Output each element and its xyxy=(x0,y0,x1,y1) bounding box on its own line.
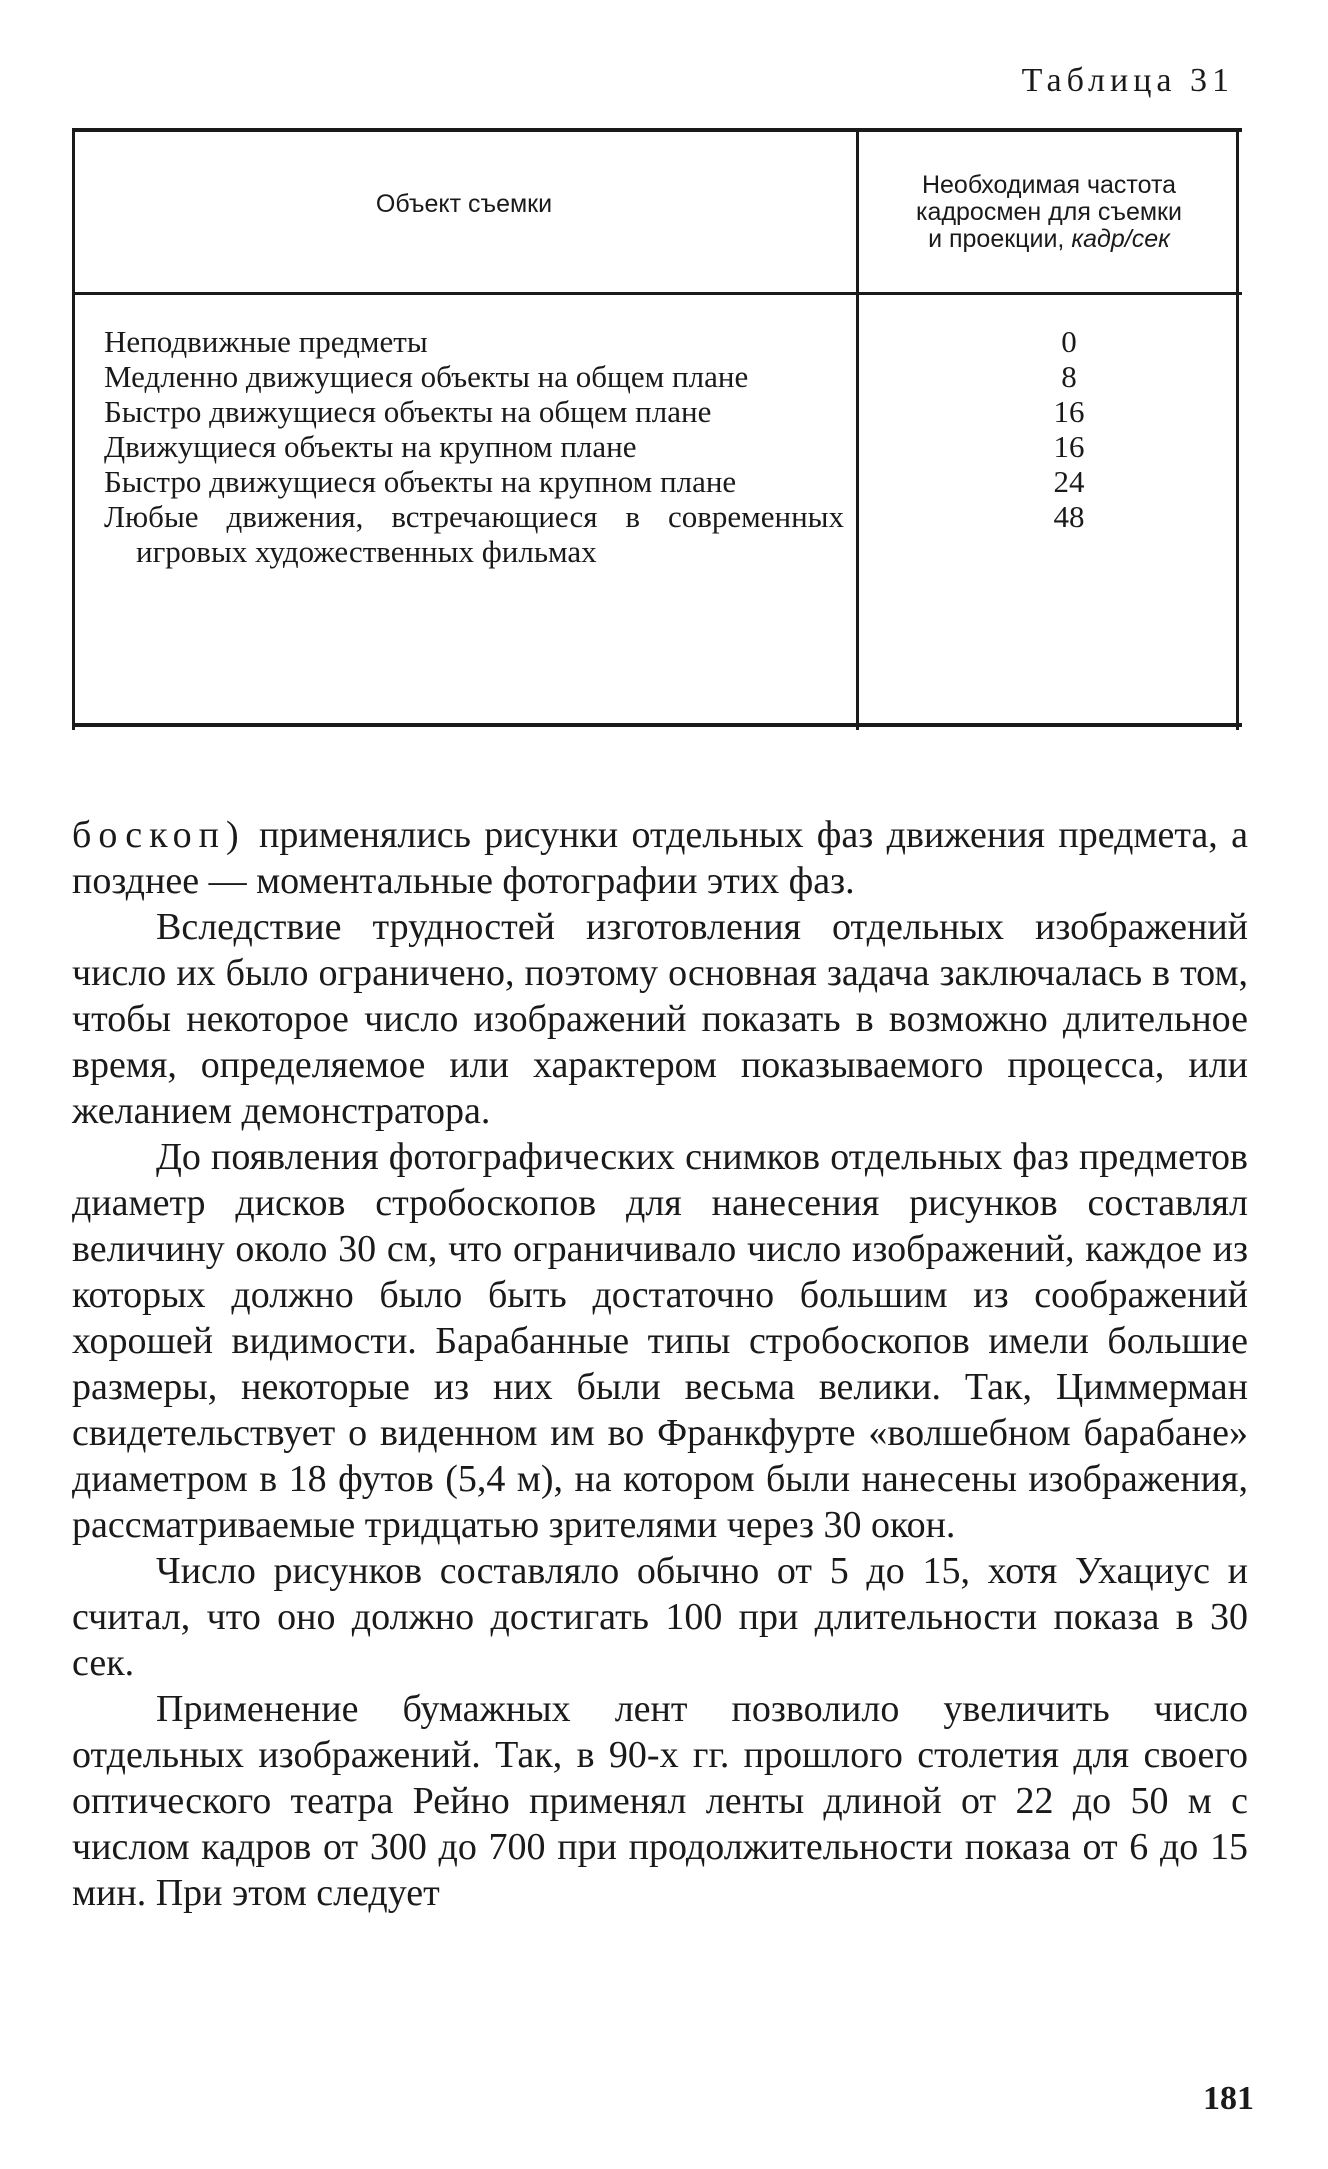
row-frame-rate: 8 xyxy=(1061,359,1077,394)
row-frame-rate: 16 xyxy=(1053,394,1085,429)
header-object: Объект съемки xyxy=(375,190,553,218)
row-object: Быстро движущиеся объекты на крупном плане xyxy=(104,464,737,499)
row-frame-rate: 16 xyxy=(1053,429,1085,464)
page-number: 181 xyxy=(1203,2080,1254,2117)
row-object: Быстро движущиеся объекты на общем плане xyxy=(104,394,712,429)
table-header-rule xyxy=(72,292,1242,295)
row-frame-rate: 0 xyxy=(1061,324,1077,359)
paragraph: Число рисунков составляло обычно от 5 до 15, хотя Ухациус и считал, что оно должно достигать 100 при длительности показа в 30 сек. xyxy=(72,1550,1248,1684)
paragraph-text: применялись рисунки отдельных фаз движения предмета, а позднее — моментальные фотографии этих фаз. xyxy=(72,814,1248,902)
row-frame-rate: 24 xyxy=(1053,464,1085,499)
table-bottom-rule xyxy=(72,723,1242,727)
row-object: Движущиеся объекты на крупном плане xyxy=(104,429,637,464)
header-frequency-unit: кадр/сек xyxy=(1071,225,1170,253)
paragraph xyxy=(72,812,1248,904)
row-object: Любые движения, встречающиеся в современных игровых художественных фильмах xyxy=(104,499,844,569)
table-row xyxy=(104,359,1077,394)
row-frame-rate: 48 xyxy=(1053,499,1085,534)
header-frequency-text: и проекции, xyxy=(928,225,1065,253)
header-frequency-line xyxy=(862,226,1236,253)
table-row xyxy=(104,394,1085,429)
table-row xyxy=(104,464,1085,499)
frame-rate-table xyxy=(72,128,1242,730)
header-frequency xyxy=(862,172,1236,253)
table-body xyxy=(104,324,1085,569)
table-row xyxy=(104,499,1085,569)
header-frequency-line: Необходимая частота xyxy=(921,171,1177,199)
table-row xyxy=(104,429,1085,464)
table-label: Таблица 31 xyxy=(1021,62,1234,99)
table-column-divider xyxy=(856,128,859,730)
table-row xyxy=(104,324,1077,359)
spaced-word: боскоп) xyxy=(72,814,246,856)
body-text xyxy=(72,812,1248,1916)
row-object: Неподвижные предметы xyxy=(104,324,428,359)
paragraph: До появления фотографических снимков отдельных фаз предметов диаметр дисков стробоскопов для нанесения рисунков составлял величину около 30 см, что ограничивало число изображений, каждое из которых должно было быть достаточно большим из соображений хорошей видимости. Барабанные типы стробоскопов имели большие размеры, некоторые из них были весьма велики. Так, Циммерман свидетельствует о виденном им во Франкфурте «волшебном барабане» диаметром в 18 футов (5,4 м), на котором были нанесены изображения, рассматриваемые тридцатью зрителями через 30 окон. xyxy=(72,1136,1248,1546)
paragraph: Применение бумажных лент позволило увеличить число отдельных изображений. Так, в 90-х гг. прошлого столетия для своего оптического театра Рейно применял ленты длиной от 22 до 50 м с числом кадров от 300 до 700 при продолжительности показа от 6 до 15 мин. При этом следует xyxy=(72,1688,1248,1914)
table-top-rule xyxy=(72,128,1242,132)
header-frequency-line: кадросмен для съемки xyxy=(916,198,1182,226)
row-object: Медленно движущиеся объекты на общем плане xyxy=(104,359,749,394)
paragraph: Вследствие трудностей изготовления отдельных изображений число их было ограничено, поэтому основная задача заключалась в том, чтобы некоторое число изображений показать в возможно длительное время, определяемое или характером показываемого процесса, или желанием демонстратора. xyxy=(72,906,1248,1132)
